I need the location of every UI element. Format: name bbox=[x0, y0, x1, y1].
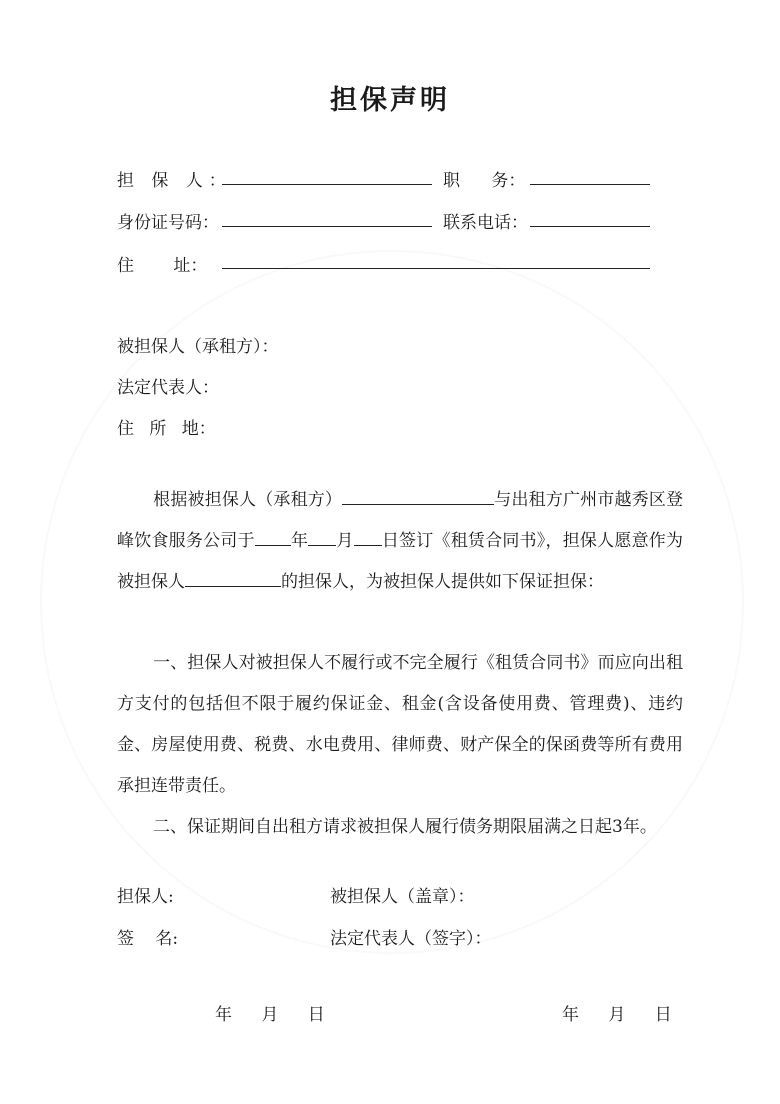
id-number-label: 身份证号码： bbox=[117, 213, 219, 233]
guarantor-name-field[interactable] bbox=[222, 184, 432, 185]
address-label: 住 址： bbox=[117, 256, 208, 276]
position-field[interactable] bbox=[530, 184, 650, 185]
beneficiary-name-blank-2[interactable] bbox=[185, 571, 281, 587]
beneficiary-seal-label: 被担保人（盖章）： bbox=[330, 887, 475, 907]
clause-one bbox=[117, 643, 683, 807]
beneficiary-name-blank[interactable] bbox=[342, 489, 494, 505]
paragraph-intro bbox=[117, 480, 683, 603]
clause-one-text: 一、担保人对被担保人不履行或不完全履行《租赁合同书》而应向出租方支付的包括但不限于履约保证金、租金(含设备使用费、管理费)、违约金、房屋使用费、税费、水电费用、律师费、财产保全的保函费等所有费用承担连带责任。 bbox=[117, 653, 683, 796]
month-text: 月 bbox=[336, 531, 354, 551]
phone-label: 联系电话： bbox=[443, 213, 528, 233]
clause-two-text: 二、保证期间自出租方请求被担保人履行债务期限届满之日起3年。 bbox=[153, 817, 657, 837]
intro-text-d: 的担保人，为被担保人提供如下保证担保： bbox=[281, 572, 604, 592]
position-label: 职 务： bbox=[443, 171, 526, 191]
document-title: 担保声明 bbox=[330, 85, 450, 116]
year-blank[interactable] bbox=[255, 530, 291, 546]
day-blank[interactable] bbox=[354, 530, 382, 546]
address-field[interactable] bbox=[222, 268, 650, 269]
beneficiary-label: 被担保人（承租方）： bbox=[117, 337, 279, 357]
intro-text-b: 与出租方广州市越秀区登峰饮食服务公司于 bbox=[117, 490, 684, 551]
intro-text-c: 日签订《租赁合同书》，担保人愿意作为被担保人 bbox=[117, 531, 684, 592]
intro-text-a: 根据被担保人（承租方） bbox=[153, 490, 343, 510]
sign-label: 签 名: bbox=[117, 929, 179, 949]
phone-field[interactable] bbox=[530, 226, 650, 227]
legal-representative-label: 法定代表人： bbox=[117, 378, 219, 398]
legal-rep-sign-label: 法定代表人（签字）： bbox=[330, 929, 492, 949]
date-left: 年 月 日 bbox=[215, 1005, 325, 1025]
id-number-field[interactable] bbox=[222, 226, 432, 227]
guarantor-label: 担 保 人： bbox=[117, 171, 232, 191]
year-text: 年 bbox=[290, 531, 309, 551]
clause-two bbox=[117, 807, 697, 848]
residence-label: 住 所 地： bbox=[117, 419, 216, 439]
month-blank[interactable] bbox=[308, 530, 336, 546]
guarantor-signature-label: 担保人: bbox=[117, 887, 174, 907]
date-right: 年 月 日 bbox=[562, 1005, 672, 1025]
